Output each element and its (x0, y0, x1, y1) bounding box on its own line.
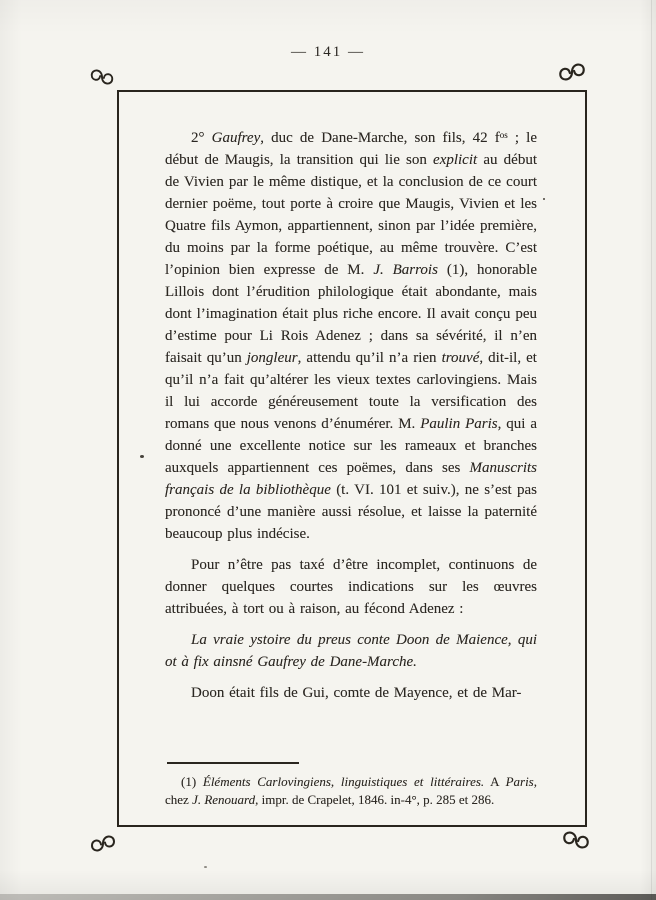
text-segment: trouvé (441, 350, 480, 366)
ink-speck (543, 198, 545, 200)
corner-flourish-bottom-right-icon (560, 826, 592, 854)
text-segment: Paulin Paris (420, 416, 498, 432)
page-border-frame (117, 90, 587, 827)
footnote-area (165, 762, 537, 809)
text-segment: jongleur (246, 350, 298, 366)
text-segment: Pour n’être pas taxé d’être incomplet, continuons de donner quelques courtes indications sur les œuvres attribuées, à tort ou à raison, au fécond Adenez : (165, 557, 537, 617)
text-segment: , duc de Dane-Marche, son fils, 42 f (260, 130, 500, 146)
text-segment: ; le début de Maugis, la transition qui lie son (165, 130, 537, 168)
paragraph-doon (165, 682, 537, 704)
corner-flourish-bottom-left-icon (88, 830, 118, 857)
text-segment: Manuscrits français de la bibliothèque (165, 460, 537, 498)
corner-flourish-top-right-icon (556, 58, 588, 86)
text-segment: (1), honorable Lillois dont l’érudition philologique était abondante, mais dont l’imagination était plus riche encore. Il avait conçu peu d’estime pour Li Rois Adenez ; dans sa sévérité, il n’en faisait qu’un (165, 262, 537, 366)
ink-speck (204, 866, 207, 868)
text-segment: (1) (181, 774, 203, 789)
footnote-text (165, 773, 537, 809)
text-segment: (t. VI. 101 et suiv.), ne s’est pas prononcé d’une manière aussi résolue, et laisse la paternité beaucoup plus indécise. (165, 482, 538, 542)
text-segment: Paris (505, 774, 534, 789)
text-segment: , chez (165, 774, 537, 807)
text-segment: Doon était fils de Gui, comte de Mayence, et de Mar- (191, 685, 522, 701)
ink-speck (140, 455, 144, 458)
text-segment: J. Barrois (373, 262, 438, 278)
text-segment: 2° (191, 130, 212, 146)
paragraph-main (165, 124, 537, 545)
text-segment: J. Renouard (192, 792, 256, 807)
text-segment: La vraie ystoire du preus conte Doon de Maience, qui ot à fix ainsné Gaufrey de Dane-Marche. (165, 632, 537, 670)
text-segment: , qui a donné une excellente notice sur les rameaux et branches auxquels appartiennent ces poëmes, dans ses (165, 416, 537, 476)
text-segment: , attendu qu’il n’a rien (297, 350, 442, 366)
corner-flourish-top-left-icon (88, 64, 116, 90)
text-segment: explicit (433, 152, 478, 168)
text-segment: , dit-il, et qu’il n’a fait qu’altérer les vieux textes carlovingiens. Mais il lui accorde généreusement toute la versification des romans que nous venons d’énumérer. M. (165, 350, 537, 432)
page-number: — 141 — (291, 44, 365, 60)
footnote-separator-rule (167, 762, 299, 764)
text-segment: Gaufrey (211, 130, 261, 146)
paragraph-quoted-title (165, 629, 537, 673)
paragraph-transition (165, 554, 537, 620)
text-block (119, 92, 585, 825)
text-segment: au début de Vivien par le même distique, et la conclusion de ce court dernier poëme, tout porte à croire que Maugis, Vivien et les Quatre fils Aymon, appartiennent, sinon par l’idée première, du moins par la forme poétique, au même trouvère. C’est l’opinion bien expresse de M. (165, 152, 537, 278)
text-segment: , impr. de Crapelet, 1846. in-4°, p. 285 et 286. (255, 792, 495, 807)
text-segment: Éléments Carlovingiens, linguistiques et littéraires. (202, 774, 485, 789)
text-segment: A (484, 774, 506, 789)
text-segment: os (499, 130, 508, 140)
